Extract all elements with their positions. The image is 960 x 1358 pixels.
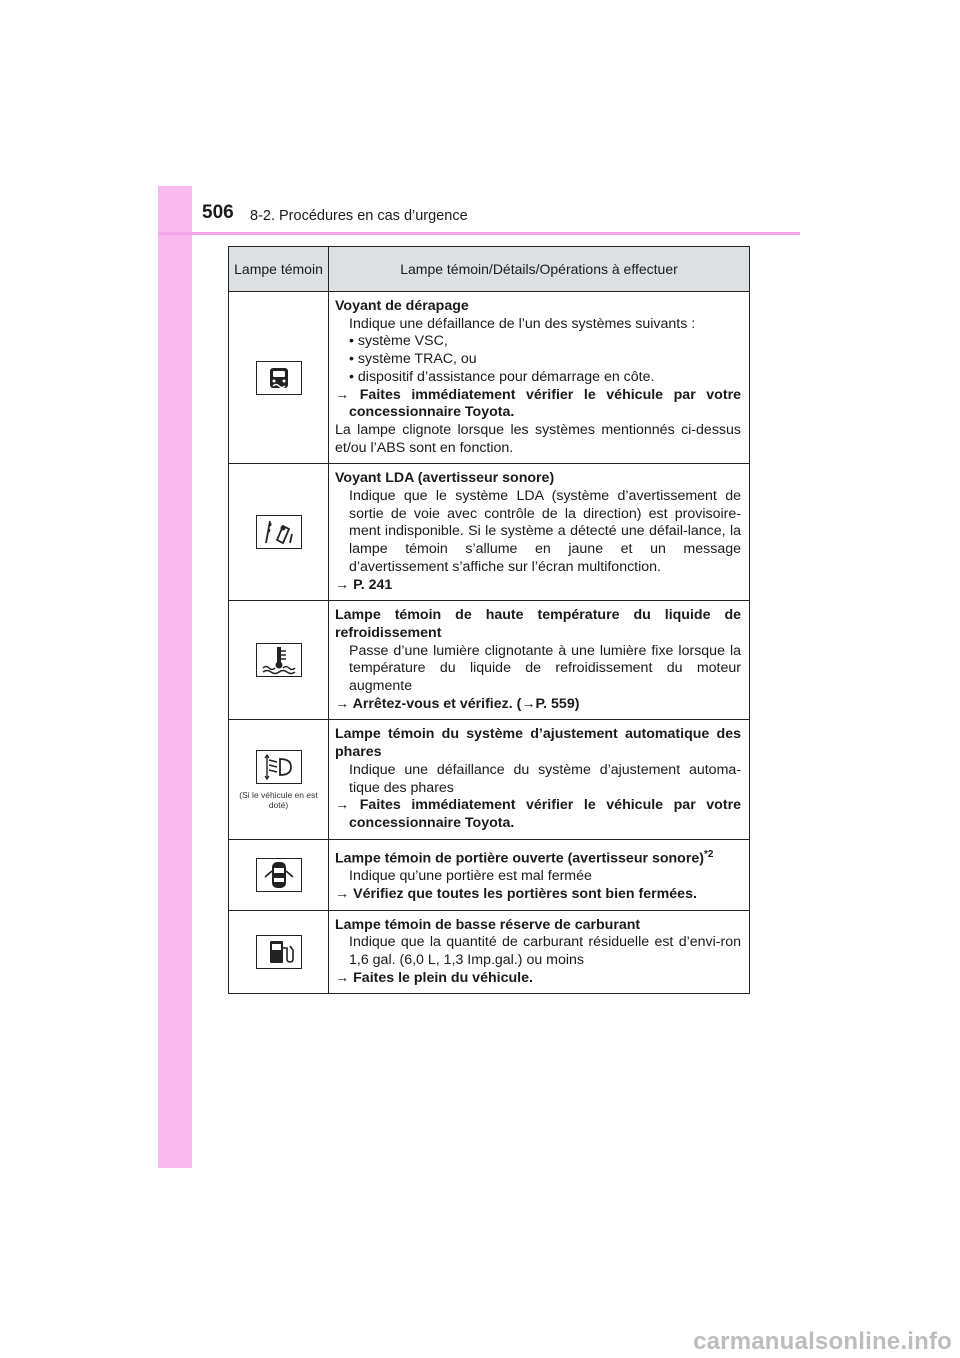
arrow-icon: → (335, 969, 350, 986)
row-description: Passe d’une lumière clignotante à une lumière fixe lorsque la température du liquide de refroidissement du moteur augmente (349, 642, 741, 695)
equipment-note: (Si le véhicule en est doté) (239, 789, 318, 810)
list-item: • système TRAC, ou (349, 351, 477, 368)
arrow-icon: → (335, 885, 350, 902)
row-title: Lampe témoin de basse réserve de carburant (335, 916, 641, 933)
table-row (229, 720, 750, 839)
table-row (229, 292, 750, 464)
low-fuel-icon (256, 935, 302, 969)
list-item: • système VSC, (349, 333, 448, 350)
row-title: Voyant LDA (avertisseur sonore) (335, 470, 555, 487)
row-description: Indique une défaillance de l’un des systèmes suivants : (349, 315, 696, 332)
row-description: Indique une défaillance du système d’ajustement automa-tique des phares (349, 761, 741, 796)
row-description: Indique que le système LDA (système d’avertissement de sortie de voie avec contrôle de la direction) est provisoire-ment indisponible. Si le système a détecté une défail-lance, la lampe témoin s’allume en jaune et un message d’avertissement s’affiche sur l’écran multifonction. (349, 488, 741, 575)
row-title: Voyant de dérapage (335, 298, 469, 314)
table-row (229, 464, 750, 601)
table-row (229, 839, 750, 910)
row-title: Lampe témoin de haute température du liquide de refroidissement (335, 607, 741, 641)
chapter-side-band (158, 186, 192, 1168)
row-action: → Faites le plein du véhicule. (335, 969, 533, 986)
open-door-icon (256, 858, 302, 892)
row-action: → Faites immédiatement vérifier le véhicule par votre concessionnaire Toyota. (335, 797, 741, 831)
lda-warning-icon (256, 515, 302, 549)
arrow-icon: → (335, 386, 350, 403)
col-header-lamp: Lampe témoin (229, 247, 329, 292)
headlight-leveling-icon (256, 750, 302, 784)
header-rule (158, 232, 800, 235)
arrow-icon: → (335, 695, 350, 712)
col-header-details: Lampe témoin/Détails/Opérations à effectuer (329, 247, 750, 292)
row-note: La lampe clignote lorsque les systèmes mentionnés ci-dessus et/ou l’ABS sont en fonction. (335, 421, 741, 456)
row-description: Indique qu’une portière est mal fermée (349, 868, 592, 885)
footnote-marker: *2 (703, 848, 714, 860)
row-title: Lampe témoin de portière ouverte (avertisseur sonore)$^{*2}$ (335, 848, 714, 867)
row-description: Indique que la quantité de carburant résiduelle est d’envi-ron 1,6 gal. (6,0 L, 1,3 Imp.gal.) ou moins (349, 934, 741, 968)
arrow-icon: → (335, 797, 350, 814)
chapter-title: 8-2. Procédures en cas d’urgence (250, 208, 468, 224)
table-header-row (229, 247, 750, 292)
page-number: 506 (202, 202, 234, 223)
row-action: → Vérifiez que toutes les portières sont bien fermées. (335, 885, 697, 902)
row-action: → Faites immédiatement vérifier le véhicule par votre concessionnaire Toyota. (335, 386, 741, 421)
row-action: → P. 241 (335, 576, 393, 593)
row-title: Lampe témoin du système d’ajustement automatique des phares (335, 726, 741, 761)
row-action: → Arrêtez-vous et vérifiez. (→P. 559) (335, 695, 580, 712)
coolant-temperature-icon (256, 643, 302, 677)
table-row (229, 910, 750, 994)
warning-lamps-table (228, 246, 750, 994)
table-row (229, 601, 750, 720)
watermark: carmanualsonline.info (693, 1328, 952, 1355)
arrow-icon: → (335, 576, 350, 593)
skid-indicator-icon (256, 361, 302, 395)
list-item: • dispositif d’assistance pour démarrage en côte. (349, 368, 655, 385)
